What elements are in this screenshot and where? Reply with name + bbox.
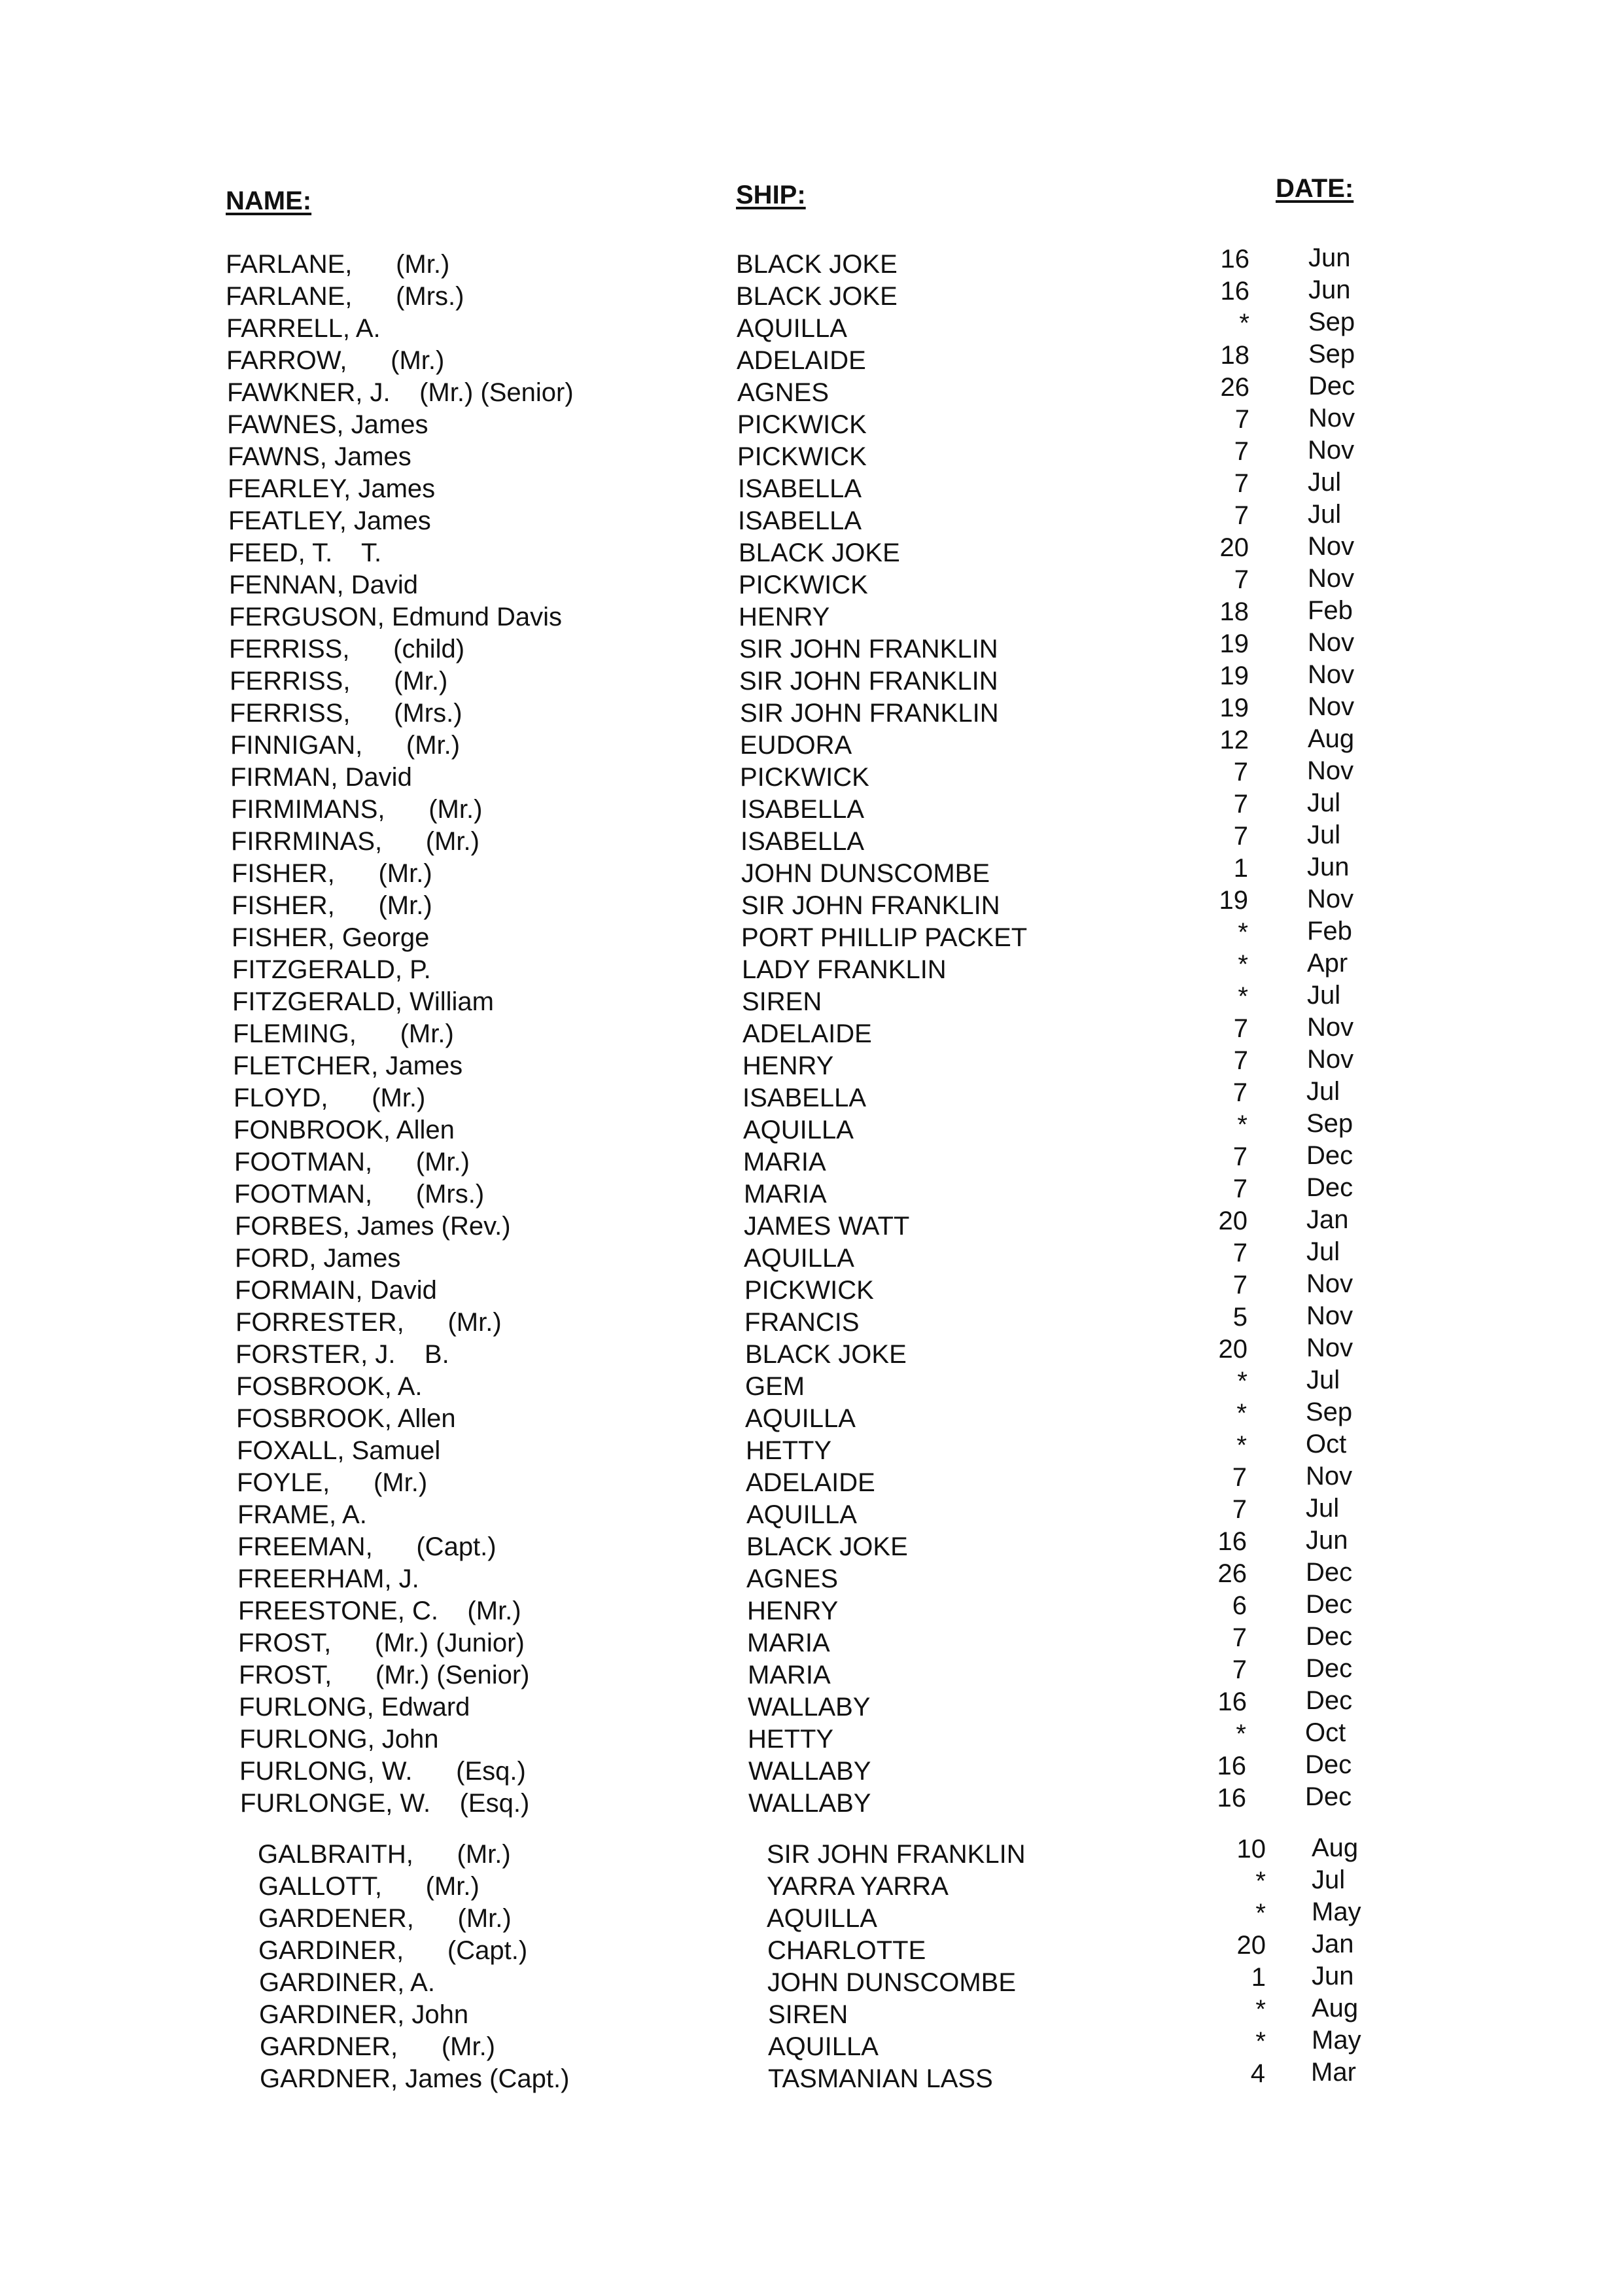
table-row bbox=[0, 1962, 1623, 1999]
passenger-name: FAWNES, James bbox=[227, 410, 428, 439]
ship-name: AQUILLA bbox=[743, 1116, 854, 1144]
passenger-name: FIRRMINAS, (Mr.) bbox=[231, 827, 480, 856]
ship-name: PICKWICK bbox=[740, 763, 869, 792]
arrival-month: Dec bbox=[1306, 1686, 1353, 1715]
arrival-day: * bbox=[1238, 982, 1248, 1011]
passenger-name: GARDENER, (Mr.) bbox=[258, 1904, 512, 1933]
arrival-day: 7 bbox=[1234, 405, 1249, 434]
arrival-month: Aug bbox=[1312, 1994, 1359, 2022]
table-row bbox=[0, 532, 1623, 569]
arrival-month: Nov bbox=[1308, 532, 1355, 561]
ship-name: BLACK JOKE bbox=[736, 282, 898, 311]
arrival-month: Dec bbox=[1306, 1590, 1353, 1619]
arrival-day: * bbox=[1255, 2027, 1266, 2056]
ship-name: PICKWICK bbox=[739, 571, 868, 599]
table-row bbox=[0, 724, 1623, 762]
table-row bbox=[0, 1865, 1623, 1903]
arrival-month: Sep bbox=[1308, 308, 1355, 336]
passenger-name: FEED, T. T. bbox=[228, 539, 382, 567]
passenger-name: FARRELL, A. bbox=[226, 314, 381, 343]
ship-name: HETTY bbox=[748, 1725, 834, 1754]
table-row bbox=[0, 821, 1623, 858]
arrival-day: * bbox=[1237, 1110, 1248, 1139]
table-row bbox=[0, 372, 1623, 409]
table-row bbox=[0, 1141, 1623, 1178]
passenger-name: FERRISS, (Mrs.) bbox=[230, 699, 462, 728]
passenger-name: FURLONGE, W. (Esq.) bbox=[240, 1789, 530, 1818]
ship-name: FRANCIS bbox=[744, 1308, 860, 1337]
ship-name: AGNES bbox=[737, 378, 829, 407]
passenger-name: GARDINER, A. bbox=[259, 1968, 435, 1997]
arrival-month: Dec bbox=[1308, 372, 1355, 400]
arrival-day: 7 bbox=[1232, 1623, 1247, 1652]
ship-name: WALLABY bbox=[748, 1757, 871, 1786]
table-row bbox=[0, 1333, 1623, 1371]
arrival-month: Jun bbox=[1307, 853, 1350, 881]
arrival-month: Nov bbox=[1308, 692, 1355, 721]
arrival-day: 6 bbox=[1232, 1591, 1247, 1620]
passenger-name: FORRESTER, (Mr.) bbox=[236, 1308, 502, 1337]
arrival-day: 12 bbox=[1219, 726, 1249, 754]
arrival-day: 1 bbox=[1233, 854, 1248, 883]
arrival-month: Jul bbox=[1308, 468, 1342, 497]
table-row bbox=[0, 1898, 1623, 1935]
arrival-month: Jun bbox=[1308, 275, 1351, 304]
table-row bbox=[0, 1930, 1623, 1967]
ship-name: TASMANIAN LASS bbox=[768, 2064, 993, 2093]
table-row bbox=[0, 436, 1623, 473]
arrival-month: Dec bbox=[1306, 1654, 1353, 1683]
arrival-month: Jul bbox=[1306, 1237, 1340, 1266]
passenger-name: FEATLEY, James bbox=[228, 506, 431, 535]
table-row bbox=[0, 1686, 1623, 1723]
arrival-day: 7 bbox=[1232, 1174, 1248, 1203]
arrival-day: 18 bbox=[1220, 341, 1249, 370]
ship-name: WALLABY bbox=[748, 1789, 871, 1818]
arrival-day: * bbox=[1239, 309, 1249, 338]
table-row bbox=[0, 1173, 1623, 1210]
table-row bbox=[0, 1494, 1623, 1531]
table-row bbox=[0, 1558, 1623, 1595]
passenger-name: FITZGERALD, William bbox=[232, 987, 494, 1016]
arrival-day: 7 bbox=[1233, 790, 1248, 819]
arrival-month: Jun bbox=[1306, 1526, 1348, 1555]
table-row bbox=[0, 1526, 1623, 1563]
ship-name: AGNES bbox=[746, 1564, 839, 1593]
table-row bbox=[0, 756, 1623, 794]
passenger-name: FRAME, A. bbox=[237, 1500, 367, 1529]
arrival-day: 7 bbox=[1234, 437, 1249, 466]
table-row bbox=[0, 1398, 1623, 1435]
ship-name: MARIA bbox=[748, 1661, 831, 1689]
arrival-month: Dec bbox=[1306, 1622, 1353, 1651]
table-row bbox=[0, 1301, 1623, 1339]
table-row bbox=[0, 1013, 1623, 1050]
passenger-name: FLETCHER, James bbox=[233, 1051, 463, 1080]
arrival-day: 20 bbox=[1218, 1335, 1248, 1364]
ship-name: SIR JOHN FRANKLIN bbox=[741, 891, 1000, 920]
arrival-day: * bbox=[1236, 1399, 1247, 1428]
arrival-month: Jun bbox=[1312, 1962, 1354, 1990]
arrival-day: * bbox=[1238, 950, 1248, 979]
arrival-day: 16 bbox=[1217, 1752, 1246, 1780]
arrival-month: Nov bbox=[1308, 564, 1355, 593]
passenger-name: FERRISS, (Mr.) bbox=[230, 667, 448, 696]
table-row bbox=[0, 308, 1623, 345]
arrival-day: 7 bbox=[1232, 1078, 1248, 1107]
ship-name: AQUILLA bbox=[745, 1404, 856, 1433]
arrival-day: 7 bbox=[1232, 1142, 1248, 1171]
arrival-day: 7 bbox=[1232, 1655, 1247, 1684]
arrival-day: * bbox=[1255, 1995, 1266, 2024]
ship-name: GEM bbox=[745, 1372, 805, 1401]
table-row bbox=[0, 1430, 1623, 1467]
arrival-month: Nov bbox=[1307, 1013, 1354, 1042]
ship-name: SIR JOHN FRANKLIN bbox=[739, 635, 998, 663]
passenger-name: FOYLE, (Mr.) bbox=[237, 1468, 428, 1497]
table-row bbox=[0, 596, 1623, 633]
passenger-name: FOSBROOK, Allen bbox=[236, 1404, 456, 1433]
arrival-day: 16 bbox=[1220, 277, 1249, 306]
table-row bbox=[0, 885, 1623, 922]
arrival-month: Nov bbox=[1307, 1045, 1354, 1074]
arrival-day: 7 bbox=[1233, 822, 1248, 851]
arrival-month: Aug bbox=[1312, 1833, 1359, 1862]
ship-name: HENRY bbox=[739, 603, 830, 631]
ship-name: SIREN bbox=[768, 2000, 848, 2029]
table-row bbox=[0, 628, 1623, 665]
table-row bbox=[0, 660, 1623, 698]
table-row bbox=[0, 1205, 1623, 1243]
passenger-name: FOSBROOK, A. bbox=[236, 1372, 423, 1401]
ship-name: LADY FRANKLIN bbox=[742, 955, 947, 984]
passenger-name: FERGUSON, Edmund Davis bbox=[229, 603, 563, 631]
passenger-name: FISHER, George bbox=[232, 923, 430, 952]
ship-name: SIR JOHN FRANKLIN bbox=[739, 667, 998, 696]
arrival-month: Dec bbox=[1305, 1750, 1352, 1779]
table-row bbox=[0, 1366, 1623, 1403]
name-column-header: NAME: bbox=[226, 186, 312, 215]
arrival-day: 7 bbox=[1233, 758, 1248, 786]
arrival-month: Dec bbox=[1306, 1141, 1353, 1170]
arrival-month: Dec bbox=[1306, 1173, 1353, 1202]
arrival-day: * bbox=[1237, 1367, 1248, 1396]
arrival-month: May bbox=[1312, 1898, 1361, 1926]
ship-name: AQUILLA bbox=[737, 314, 847, 343]
arrival-month: Feb bbox=[1307, 917, 1352, 945]
arrival-month: Nov bbox=[1308, 660, 1355, 689]
passenger-name: FLEMING, (Mr.) bbox=[233, 1019, 454, 1048]
table-row bbox=[0, 468, 1623, 505]
passenger-name: FURLONG, Edward bbox=[239, 1693, 470, 1722]
arrival-day: 5 bbox=[1232, 1303, 1248, 1332]
arrival-day: 4 bbox=[1250, 2059, 1265, 2088]
table-row bbox=[0, 1994, 1623, 2031]
ship-name: BLACK JOKE bbox=[745, 1340, 907, 1369]
ship-name: JOHN DUNSCOMBE bbox=[767, 1968, 1017, 1997]
passenger-name: FURLONG, John bbox=[239, 1725, 439, 1754]
ship-name: AQUILLA bbox=[767, 1904, 877, 1933]
table-row bbox=[0, 404, 1623, 441]
table-row bbox=[0, 949, 1623, 986]
passenger-name: FORBES, James (Rev.) bbox=[235, 1212, 511, 1241]
arrival-day: 7 bbox=[1232, 1495, 1247, 1524]
passenger-name: FROST, (Mr.) (Junior) bbox=[238, 1629, 525, 1657]
passenger-name: FROST, (Mr.) (Senior) bbox=[239, 1661, 530, 1689]
arrival-day: 16 bbox=[1217, 1687, 1247, 1716]
table-row bbox=[0, 1718, 1623, 1756]
table-row bbox=[0, 1782, 1623, 1820]
table-row bbox=[0, 275, 1623, 313]
arrival-month: Jul bbox=[1306, 1366, 1340, 1394]
ship-name: HETTY bbox=[746, 1436, 832, 1465]
arrival-day: 16 bbox=[1217, 1527, 1247, 1556]
passenger-name: FORSTER, J. B. bbox=[236, 1340, 449, 1369]
passenger-name: FORD, James bbox=[235, 1244, 401, 1273]
passenger-name: FURLONG, W. (Esq.) bbox=[239, 1757, 526, 1786]
arrival-month: Nov bbox=[1306, 1269, 1353, 1298]
ship-name: HENRY bbox=[742, 1051, 834, 1080]
arrival-day: 26 bbox=[1217, 1559, 1247, 1588]
ship-name: MARIA bbox=[744, 1180, 827, 1209]
table-row bbox=[0, 2058, 1623, 2095]
table-row bbox=[0, 1654, 1623, 1691]
passenger-name: FINNIGAN, (Mr.) bbox=[230, 731, 461, 760]
arrival-month: Nov bbox=[1308, 628, 1355, 657]
ship-column-header: SHIP: bbox=[736, 181, 806, 209]
ship-name: SIREN bbox=[742, 987, 822, 1016]
arrival-day: * bbox=[1255, 1867, 1266, 1896]
ship-name: PICKWICK bbox=[737, 410, 867, 439]
passenger-name: FAWKNER, J. (Mr.) (Senior) bbox=[227, 378, 574, 407]
arrival-month: Nov bbox=[1307, 756, 1354, 785]
arrival-month: Jul bbox=[1307, 788, 1341, 817]
table-row bbox=[0, 340, 1623, 377]
ship-name: PORT PHILLIP PACKET bbox=[741, 923, 1028, 952]
arrival-day: 7 bbox=[1232, 1239, 1248, 1267]
ship-name: JOHN DUNSCOMBE bbox=[741, 859, 990, 888]
arrival-month: Jul bbox=[1308, 500, 1342, 529]
passenger-name: GALBRAITH, (Mr.) bbox=[258, 1840, 511, 1869]
passenger-name: FAWNS, James bbox=[228, 442, 411, 471]
arrival-day: 19 bbox=[1219, 886, 1248, 915]
passenger-name: FENNAN, David bbox=[229, 571, 418, 599]
arrival-day: 20 bbox=[1219, 533, 1249, 562]
passenger-name: FIRMIMANS, (Mr.) bbox=[231, 795, 483, 824]
arrival-month: Jan bbox=[1312, 1930, 1354, 1958]
ship-name: ADELAIDE bbox=[742, 1019, 872, 1048]
arrival-month: Nov bbox=[1308, 404, 1355, 433]
ship-name: SIR JOHN FRANKLIN bbox=[767, 1840, 1026, 1869]
table-row bbox=[0, 1462, 1623, 1499]
passenger-name: GALLOTT, (Mr.) bbox=[258, 1872, 480, 1901]
arrival-month: Sep bbox=[1306, 1398, 1353, 1426]
passenger-name: FOOTMAN, (Mrs.) bbox=[234, 1180, 485, 1209]
arrival-day: 16 bbox=[1220, 245, 1249, 274]
ship-name: WALLABY bbox=[748, 1693, 871, 1722]
ship-name: ADELAIDE bbox=[737, 346, 866, 375]
table-row bbox=[0, 917, 1623, 954]
table-row bbox=[0, 500, 1623, 537]
table-row bbox=[0, 692, 1623, 730]
arrival-month: Nov bbox=[1306, 1301, 1353, 1330]
ship-name: MARIA bbox=[747, 1629, 830, 1657]
passenger-name: FISHER, (Mr.) bbox=[232, 891, 432, 920]
passenger-name: FARLANE, (Mr.) bbox=[226, 250, 450, 279]
arrival-month: Mar bbox=[1311, 2058, 1356, 2087]
arrival-day: 18 bbox=[1219, 597, 1249, 626]
arrival-day: 7 bbox=[1233, 1046, 1248, 1075]
arrival-month: Sep bbox=[1306, 1109, 1353, 1138]
ship-name: ISABELLA bbox=[738, 474, 862, 503]
arrival-month: Dec bbox=[1305, 1782, 1352, 1811]
arrival-month: Nov bbox=[1306, 1462, 1353, 1491]
arrival-month: Jun bbox=[1308, 243, 1351, 272]
ship-name: ISABELLA bbox=[738, 506, 862, 535]
arrival-month: Nov bbox=[1307, 885, 1354, 913]
ship-name: CHARLOTTE bbox=[767, 1936, 926, 1965]
ship-name: ISABELLA bbox=[741, 827, 865, 856]
passenger-name: GARDINER, (Capt.) bbox=[258, 1936, 528, 1965]
passenger-name: FORMAIN, David bbox=[235, 1276, 437, 1305]
ship-name: AQUILLA bbox=[744, 1244, 854, 1273]
arrival-month: Jan bbox=[1306, 1205, 1349, 1234]
ship-name: SIR JOHN FRANKLIN bbox=[740, 699, 999, 728]
ship-name: AQUILLA bbox=[746, 1500, 857, 1529]
passenger-name: GARDNER, James (Capt.) bbox=[260, 2064, 570, 2093]
arrival-day: * bbox=[1255, 1899, 1266, 1928]
arrival-month: Nov bbox=[1308, 436, 1355, 465]
arrival-month: Sep bbox=[1308, 340, 1355, 368]
table-row bbox=[0, 788, 1623, 826]
arrival-month: Feb bbox=[1308, 596, 1353, 625]
passenger-name: GARDINER, John bbox=[259, 2000, 469, 2029]
arrival-day: 7 bbox=[1232, 1271, 1248, 1299]
table-row bbox=[0, 1077, 1623, 1114]
passenger-name: FEARLEY, James bbox=[228, 474, 436, 503]
arrival-month: Nov bbox=[1306, 1333, 1353, 1362]
table-row bbox=[0, 2026, 1623, 2063]
arrival-month: Jul bbox=[1306, 1077, 1340, 1106]
passenger-name: FIRMAN, David bbox=[230, 763, 412, 792]
arrival-day: 20 bbox=[1218, 1207, 1248, 1235]
passenger-name: FITZGERALD, P. bbox=[232, 955, 431, 984]
passenger-name: FISHER, (Mr.) bbox=[232, 859, 432, 888]
arrival-month: Oct bbox=[1306, 1430, 1347, 1458]
table-row bbox=[0, 981, 1623, 1018]
arrival-day: 7 bbox=[1233, 1014, 1248, 1043]
arrival-day: 16 bbox=[1217, 1784, 1246, 1812]
arrival-day: * bbox=[1236, 1720, 1246, 1748]
ship-name: BLACK JOKE bbox=[746, 1532, 908, 1561]
arrival-month: Jul bbox=[1312, 1865, 1346, 1894]
passenger-name: FARROW, (Mr.) bbox=[226, 346, 445, 375]
passenger-name: FOOTMAN, (Mr.) bbox=[234, 1148, 470, 1176]
passenger-name: FREERHAM, J. bbox=[237, 1564, 419, 1593]
arrival-month: Aug bbox=[1308, 724, 1355, 753]
ship-name: ISABELLA bbox=[741, 795, 865, 824]
table-row bbox=[0, 1109, 1623, 1146]
ship-name: ISABELLA bbox=[742, 1084, 867, 1112]
arrival-day: 19 bbox=[1219, 694, 1249, 722]
arrival-month: Oct bbox=[1305, 1718, 1346, 1747]
table-row bbox=[0, 243, 1623, 281]
ship-name: EUDORA bbox=[740, 731, 852, 760]
arrival-month: Jul bbox=[1307, 821, 1341, 849]
arrival-day: 10 bbox=[1236, 1835, 1266, 1863]
ship-name: BLACK JOKE bbox=[736, 250, 898, 279]
ship-name: PICKWICK bbox=[737, 442, 867, 471]
table-row bbox=[0, 1237, 1623, 1275]
passenger-name: FREESTONE, C. (Mr.) bbox=[238, 1597, 521, 1625]
ship-name: PICKWICK bbox=[744, 1276, 874, 1305]
arrival-day: 7 bbox=[1234, 501, 1249, 530]
table-row bbox=[0, 1590, 1623, 1627]
arrival-day: 19 bbox=[1219, 662, 1249, 690]
passenger-name: FREEMAN, (Capt.) bbox=[237, 1532, 497, 1561]
table-row bbox=[0, 1622, 1623, 1659]
table-row bbox=[0, 1269, 1623, 1307]
passenger-name: FOXALL, Samuel bbox=[237, 1436, 441, 1465]
arrival-day: 20 bbox=[1236, 1931, 1266, 1960]
table-row bbox=[0, 1833, 1623, 1871]
arrival-day: 19 bbox=[1219, 629, 1249, 658]
ship-name: AQUILLA bbox=[768, 2032, 879, 2061]
passenger-name: FERRISS, (child) bbox=[229, 635, 465, 663]
ship-name: HENRY bbox=[747, 1597, 839, 1625]
table-row bbox=[0, 564, 1623, 601]
arrival-day: 7 bbox=[1234, 469, 1249, 498]
ship-name: ADELAIDE bbox=[746, 1468, 875, 1497]
ship-name: YARRA YARRA bbox=[767, 1872, 949, 1901]
arrival-day: 1 bbox=[1251, 1963, 1266, 1992]
ship-name: MARIA bbox=[743, 1148, 826, 1176]
arrival-day: * bbox=[1238, 918, 1248, 947]
table-row bbox=[0, 1750, 1623, 1788]
table-row bbox=[0, 853, 1623, 890]
passenger-name: FARLANE, (Mrs.) bbox=[226, 282, 464, 311]
ship-name: BLACK JOKE bbox=[739, 539, 900, 567]
ship-name: JAMES WATT bbox=[744, 1212, 910, 1241]
table-row bbox=[0, 1045, 1623, 1082]
date-column-header: DATE: bbox=[1276, 174, 1354, 203]
passenger-name: GARDNER, (Mr.) bbox=[260, 2032, 495, 2061]
arrival-month: Dec bbox=[1306, 1558, 1353, 1587]
arrival-day: 7 bbox=[1234, 565, 1249, 594]
passenger-name: FLOYD, (Mr.) bbox=[234, 1084, 426, 1112]
passenger-name: FONBROOK, Allen bbox=[234, 1116, 455, 1144]
arrival-day: 26 bbox=[1220, 373, 1249, 402]
arrival-month: May bbox=[1312, 2026, 1361, 2055]
arrival-month: Jul bbox=[1306, 1494, 1340, 1523]
arrival-day: * bbox=[1236, 1431, 1247, 1460]
arrival-month: Apr bbox=[1307, 949, 1348, 978]
arrival-month: Jul bbox=[1307, 981, 1341, 1010]
arrival-day: 7 bbox=[1232, 1463, 1247, 1492]
